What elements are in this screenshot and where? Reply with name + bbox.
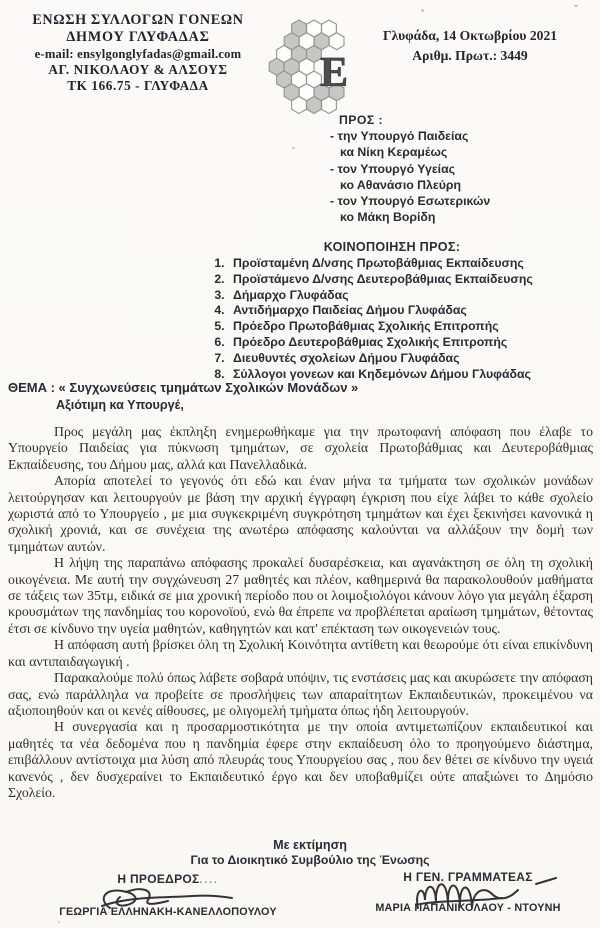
cc-item: 2. Προϊστάμενο Δ/νσης Δευτεροβάθμιας Εκπαίδευσης — [228, 272, 598, 288]
secretary-title: Η ΓΕΝ. ΓΡΑΜΜΑΤΕΑΣ — [403, 870, 533, 884]
recipients-heading: ΠΡΟΣ : — [339, 113, 383, 127]
honeycomb-logo-icon — [266, 16, 354, 118]
recipient-line: κο Μάκη Βορίδη — [340, 210, 436, 225]
closing-on-behalf: Για το Διοικητικό Συμβούλιο της Ένωσης — [190, 853, 430, 867]
closing-block — [0, 838, 600, 868]
signature-president — [34, 872, 302, 919]
signature-secretary — [352, 870, 584, 915]
protocol-number: Αριθμ. Πρωτ.: 3449 — [412, 48, 528, 63]
secretary-name: ΜΑΡΙΑ ΠΑΠΑΝΙΚΟΛΑΟΥ - ΝΤΟΥΝΗ — [375, 902, 561, 914]
recipient-line: κα Νίκη Κεραμέως — [340, 145, 448, 160]
cc-list — [186, 256, 598, 382]
body-paragraph: Η απόφαση αυτή βρίσκει όλη τη Σχολική Κοινότητα αντίθετη και θεωρούμε ότι είναι επικίνδυνη και αντιπαιδαγωγική . — [8, 637, 593, 669]
body-paragraph: Η συνεργασία και η προσαρμοστικότητα με την οποία αντιμετωπίζουν εκπαιδευτικοί και μαθητές τα νέα δεδομένα που η πανδημία έφερε στην εκπαίδευση όλο το προηγούμενο διάστημα, επιβάλλουν αντίστοιχα μια λύση από πλευράς τους Υπουργείου σας , που δεν θέτει σε κίνδυνο την υγειά κανενός , δεν δυσχεραίνει το Εκπαιδευτικό έργο και δεν υποβαθμίζει ούτε απαξιώνει το Δημόσιο Σχολείο. — [8, 719, 593, 800]
org-email: e-mail: ensylgonglyfadas@gmail.com — [34, 47, 242, 61]
body-paragraph: Προς μεγάλη μας έκπληξη ενημερωθήκαμε για την πρωτοφανή απόφαση που έλαβε το Υπουργείο Παιδείας για πύκνωση τμημάτων, σε σχολεία Πρωτοβάθμιας και Δευτεροβάθμιας Εκπαίδευσης, του Δήμου μας, αλλά και Πανελλαδικά. — [8, 424, 593, 472]
cc-item: 1. Προϊσταμένη Δ/νσης Πρωτοβάθμιας Εκπαίδευσης — [228, 256, 598, 272]
recipients-block — [330, 112, 490, 225]
body-paragraph: Παρακαλούμε πολύ όπως λάβετε σοβαρά υπόψιν, τις ενστάσεις μας και ακυρώσετε την απόφαση σας, ενώ παράλληλα να προβείτε σε προσλήψεις των απαραίτητων Εκπαιδευτικών, προκειμένου να αξιοποιηθούν και οι κενές αίθουσες, με ολιγομελή τμήματα όπως ήδη λειτουργούν. — [8, 670, 593, 718]
cc-item: 6. Πρόεδρο Δευτεροβάθμιας Σχολικής Επιτροπής — [228, 335, 598, 351]
scan-speck — [58, 921, 60, 923]
letterhead — [6, 12, 270, 94]
president-title-text: Η ΠΡΟΕΔΡΟΣ — [117, 872, 200, 886]
cc-item: 4. Αντιδήμαρχο Παιδείας Δήμου Γλυφάδας — [228, 303, 598, 319]
president-name: ΓΕΩΡΓΙΑ ΕΛΛΗΝΑΚΗ-ΚΑΝΕΛΛΟΠΟΥΛΟΥ — [59, 906, 277, 918]
cc-heading: ΚΟΙΝΟΠΟΙΗΣΗ ΠΡΟΣ: — [323, 240, 461, 254]
dots-mark: .... — [199, 875, 219, 886]
header-right — [356, 26, 584, 66]
place-date: Γλυφάδα, 14 Οκτωβρίου 2021 — [382, 28, 558, 43]
subject-line: ΘΕΜΑ : « Συγχωνεύσεις τμημάτων Σχολικών Μονάδων » — [8, 380, 359, 395]
scan-speck — [421, 9, 424, 12]
recipient-line: - τον Υπουργό Εσωτερικών — [330, 194, 491, 209]
scan-speck — [574, 5, 578, 7]
cc-block — [186, 240, 598, 382]
closing-regards: Με εκτίμηση — [273, 838, 347, 852]
recipients-lines — [330, 128, 490, 225]
logo-letter: Ε — [320, 50, 349, 96]
body-paragraph: Απορία αποτελεί το γεγονός ότι εδώ και έναν μήνα τα τμήματα των σχολικών μονάδων λειτούργησαν και λειτουργούν με βάση την αρχική έγγραφη έγκριση που είχε λάβει το κάθε σχολείο χωριστά από το Υπουργείο , με μια συγκεκριμένη συγκρότηση τμημάτων και έχει ξεκινήσει κανονικά η σχολική χρονιά, και σε συνέχεια της ανωτέρω απόφασης καλούνται να αλλάξουν την δομή των τμημάτων αυτών. — [8, 473, 593, 554]
org-postal-code: ΤΚ 166.75 - ΓΛΥΦΑΔΑ — [67, 78, 209, 93]
recipient-line: - τον Υπουργό Υγείας — [330, 161, 456, 176]
president-title — [34, 872, 302, 888]
org-address: ΑΓ. ΝΙΚΟΛΑΟΥ & ΑΛΣΟΥΣ — [48, 62, 228, 77]
body-paragraph: Η λήψη της παραπάνω απόφασης προκαλεί δυσαρέσκεια, και αγανάκτηση σε όλη τη σχολική οικογένεια. Με αυτή την συγχώνευση 27 μαθητές και πλέον, καθημερινά θα παρακολουθούν μαθήματα σε τάξεις των 35τμ, ειδικά σε μια χρονική περίοδο που οι λοιμοξιολόγοι κάνουν λόγο για μεγάλη έξαρση κρουσμάτων της πανδημίας του κορονοϊού, ενώ θα έπρεπε να προβλέπεται αραίωση τμημάτων, θέτοντας έτσι σε κίνδυνο την υγεία μαθητών, καθηγητών και κατ' επέκταση των οικογενειών τους. — [8, 555, 593, 636]
recipient-line: - την Υπουργό Παιδείας — [330, 129, 469, 144]
cc-item: 8. Σύλλογοι γονεων και Κηδεμόνων Δήμου Γλυφάδας — [228, 367, 598, 383]
cc-item: 3. Δήμαρχο Γλυφάδας — [228, 288, 598, 304]
letter-body — [8, 424, 593, 801]
scan-speck — [292, 147, 295, 149]
recipient-line: κο Αθανάσιο Πλεύρη — [340, 177, 461, 192]
org-name-line2: ΔΗΜΟΥ ΓΛΥΦΑΔΑΣ — [66, 29, 210, 45]
org-name-line1: ΕΝΩΣΗ ΣΥΛΛΟΓΩΝ ΓΟΝΕΩΝ — [32, 12, 244, 28]
salutation: Αξιότιμη κα Υπουργέ, — [56, 398, 184, 412]
cc-item: 5. Πρόεδρο Πρωτοβάθμιας Σχολικής Επιτροπής — [228, 319, 598, 335]
cc-item: 7. Διευθυντές σχολείων Δήμου Γλυφάδας — [228, 351, 598, 367]
